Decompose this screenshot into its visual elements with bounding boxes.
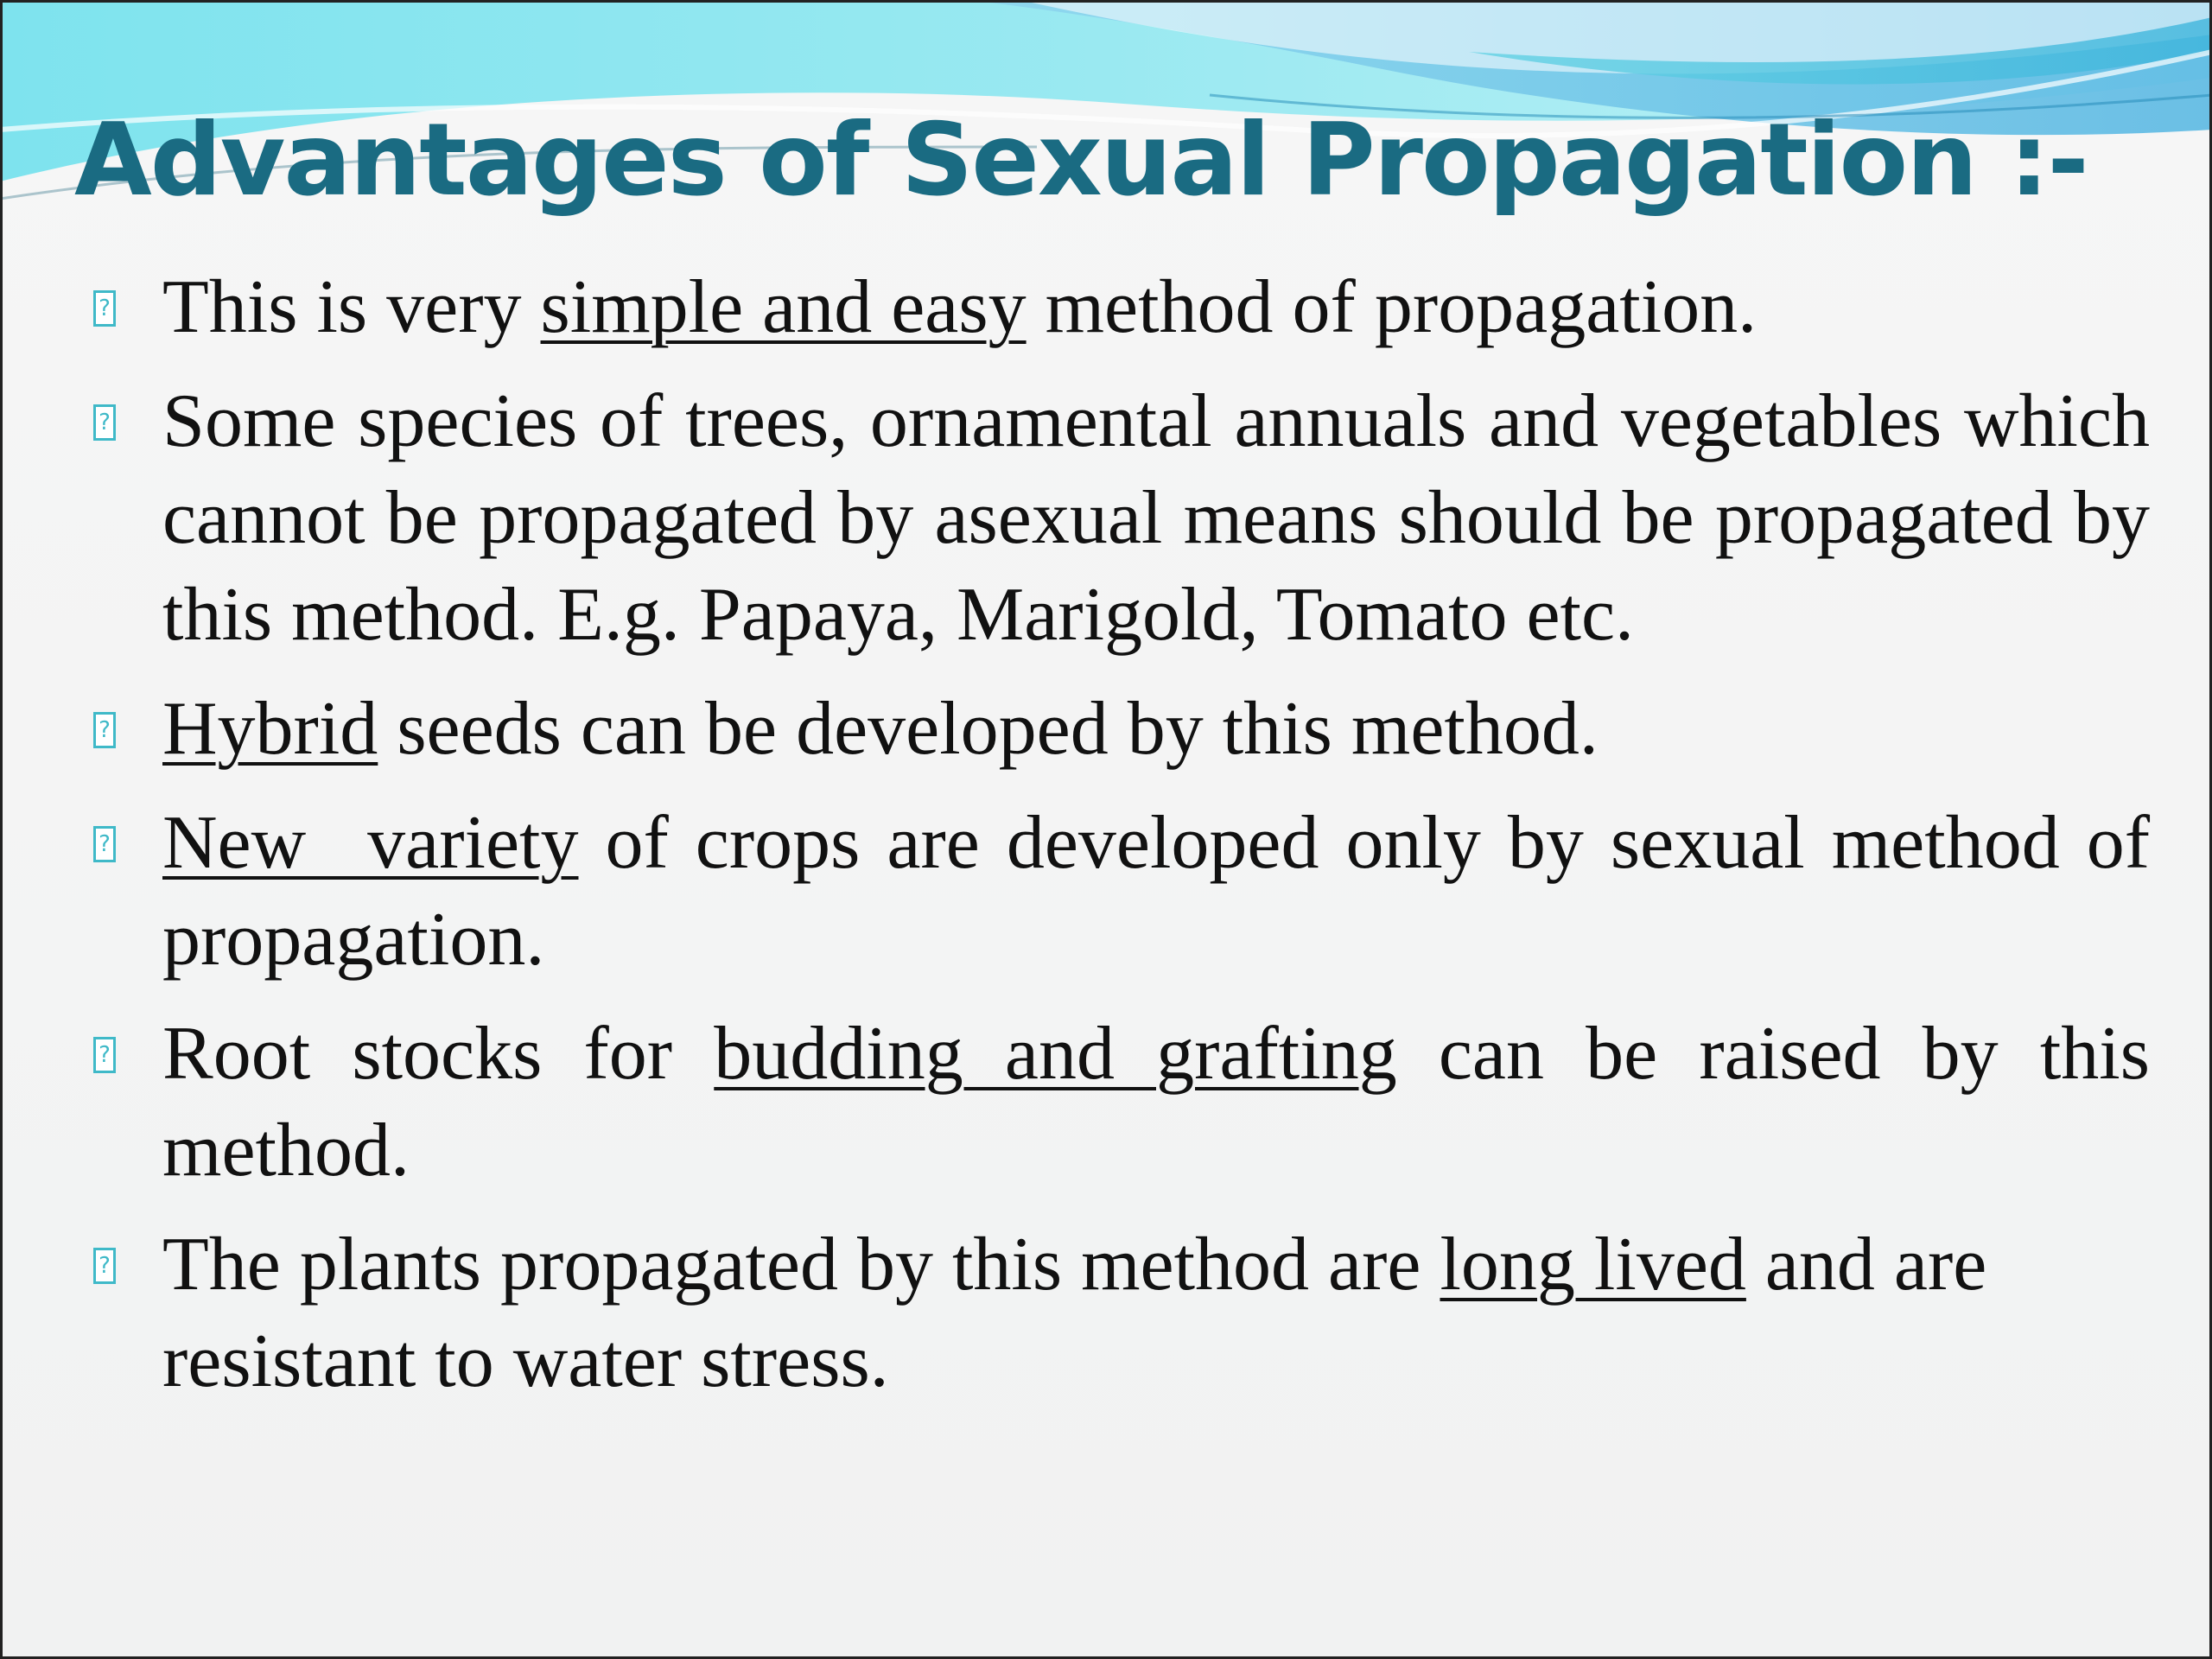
bullet-text: and are resistant to water stress.	[162, 1223, 1987, 1403]
bullet-icon: ?	[93, 290, 116, 327]
bullet-icon: ?	[93, 712, 116, 748]
underlined-text: simple and easy	[540, 265, 1027, 349]
bullet-item	[93, 373, 2150, 664]
bullet-text: of crops are developed only by sexual method of propagation.	[162, 801, 2150, 982]
slide-title: Advantages of Sexual Propagation :-	[74, 102, 2088, 219]
bullet-icon: ?	[93, 1248, 116, 1284]
bullet-item	[93, 259, 2150, 356]
bullet-text: seeds can be developed by this method.	[378, 687, 1599, 771]
bullet-text: The plants propagated by this method are	[162, 1223, 1440, 1306]
bullet-icon: ?	[93, 826, 116, 862]
bullet-item	[93, 681, 2150, 778]
bullet-icon: ?	[93, 404, 116, 441]
underlined-text: New variety	[162, 801, 579, 885]
bullet-text: This is very	[162, 265, 541, 349]
bullet-icon: ?	[93, 1037, 116, 1073]
underlined-text: budding and grafting	[714, 1012, 1397, 1096]
bullet-list	[93, 259, 2150, 1427]
bullet-text: method of propagation.	[1026, 265, 1758, 349]
bullet-item	[93, 795, 2150, 988]
underlined-text: Hybrid	[162, 687, 378, 771]
bullet-item	[93, 1217, 2150, 1410]
bullet-item	[93, 1006, 2150, 1199]
bullet-text: Some species of trees, ornamental annuals and vegetables which cannot be propagated by asexual means should be propagated by this method. E.g. Papaya, Marigold, Tomato etc.	[162, 379, 2150, 657]
underlined-text: long lived	[1440, 1223, 1746, 1306]
bullet-text: can be raised by this method.	[162, 1012, 2150, 1192]
bullet-text: Root stocks for	[162, 1012, 715, 1096]
